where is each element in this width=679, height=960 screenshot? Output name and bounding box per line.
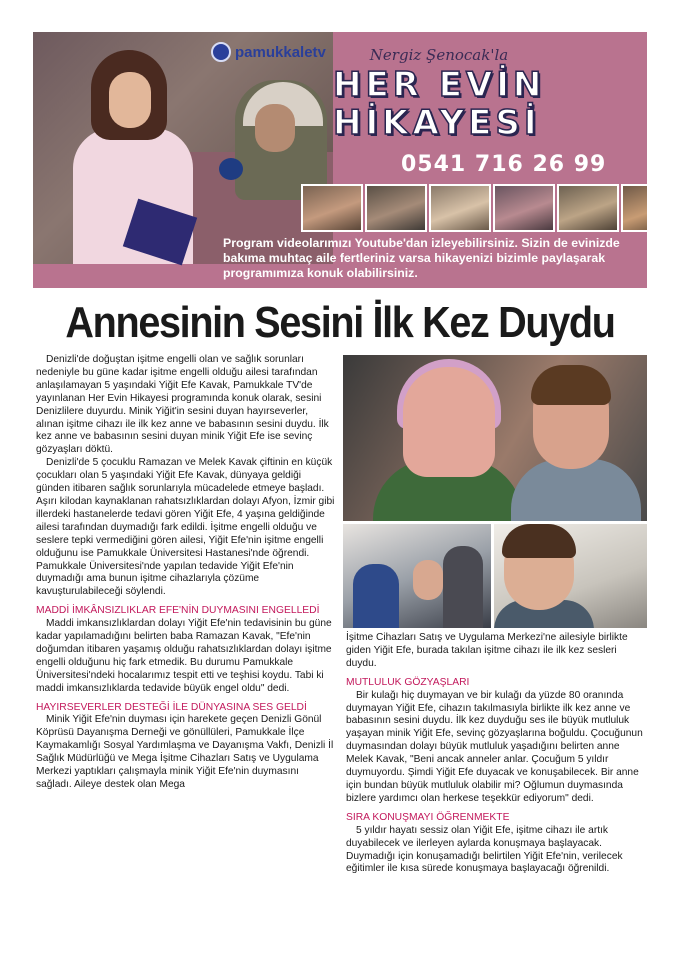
thumbnail	[493, 184, 555, 232]
channel-logo	[211, 42, 326, 62]
photo-child	[494, 524, 647, 628]
paragraph: İşitme Cihazları Satış ve Uygulama Merkezi'ne ailesiyle birlikte giden Yiğit Efe, burada takılan işitme cihazı ile ilk kez sesleri duydu.	[346, 632, 628, 669]
thumbnail	[429, 184, 491, 232]
article-column-left	[36, 354, 336, 792]
paragraph: Maddi imkansızlıklardan dolayı Yiğit Efe'nin tedavisinin bu güne kadar yapılamadığını belirten baba Ramazan Kavak, "Efe'nin doğumdan itibaren yaşamış olduğu rahatsızlıklardan dolayı işitme engelli olduğunu hiç fark etmedik. Bu durumu Pamukkale Üniversitesi'ndeki hocalarımız tespit etti ve teşhisi koydu. Tabi ki maddi imkansızlıklarda tedavide büyük engel oldu" dedi.	[36, 618, 332, 694]
thumbnail	[557, 184, 619, 232]
subheading: SIRA KONUŞMAYI ÖĞRENMEKTE	[346, 811, 510, 823]
banner-note: Program videolarımızı Youtube'dan izleyebilirsiniz. Sizin de evinizde bakıma muhtaç aile fertleriniz varsa hikayenizi bizimle paylaşarak programımıza konuk olabilirsiniz.	[223, 236, 620, 280]
logo-icon	[211, 42, 231, 62]
show-title-line1: HER EVİN	[333, 65, 546, 105]
phone-number: 0541 716 26 99	[401, 152, 607, 177]
photo-studio	[343, 524, 491, 628]
article-column-right	[346, 632, 646, 876]
photo-mother-and-child	[343, 355, 647, 521]
microphone-icon	[219, 158, 243, 180]
show-title	[333, 66, 623, 142]
paragraph: Minik Yiğit Efe'nin duyması için harekete geçen Denizli Gönül Köprüsü Dayanışma Derneği ve gönüllüleri, Pamukkale İlçe Kaymakamlığı Sosyal Yardımlaşma ve Dayanışma Vakfı, Denizli İl Sağlık Müdürlüğü ve Mega İşitme Cihazları Satış ve Uygulama Merkezi yaptıkları çalışmayla minik Yiğit Efe'nin duymasını sağladı. Aileye destek olan Mega	[36, 714, 334, 790]
subheading: MADDİ İMKÂNSIZLIKLAR EFE'NİN DUYMASINI ENGELLEDİ	[36, 605, 320, 617]
subheading: HAYIRSEVERLER DESTEĞİ İLE DÜNYASINA SES GELDİ	[36, 701, 307, 713]
thumbnail	[301, 184, 363, 232]
episode-thumbnails	[301, 184, 647, 232]
paragraph: Denizli'de doğuştan işitme engelli olan ve sağlık sorunları nedeniyle bu güne kadar işitme engelli olduğu ailesi tarafından anlaşılamayan 5 yaşındaki Yiğit Efe Kavak, Pamukkale TV'de yayınlanan Her Evin Hikayesi programında konuk olarak, sesini Denizlilere duyurdu. Minik Yiğit'in sesini duyan hayırseverler, alınan işitme cihazı ile ilk kez anne ve babasının sesini duydu. İlk kez anne ve babasının sesini duyan minik Yiğit Efe ise sevinç gözyaşları döktü.	[36, 354, 329, 456]
channel-suffix: tv	[312, 43, 326, 61]
article-headline: Annesinin Sesini İlk Kez Duydu	[65, 298, 615, 347]
thumbnail	[621, 184, 647, 232]
paragraph: Bir kulağı hiç duymayan ve bir kulağı da yüzde 80 oranında duymayan Yiğit Efe, cihazın takılmasıyla birlikte ilk kez anne ve babasının sesini duydu. İlk kez duyduğu ses ile büyük mutluluk yaşayan minik Yiğit Efe, sevinç gözyaşlarına boğuldu. Çocuğunun duymasından dolayı büyük mutluluk yaşadığını belirten anne Melek Kavak, "Beni ancak anneler anlar. Çocuğum 5 yıldır duymuyordu. Şimdi Yiğit Efe duyacak ve konuşabilecek. Bir anne için bundan büyük mutluluk olabilir mi? Oğlumun duymasında bizlere yardımcı olan herkese teşekkür ediyorum" dedi.	[346, 689, 643, 804]
paragraph: 5 yıldır hayatı sessiz olan Yiğit Efe, işitme cihazı ile artık duyabilecek ve ilerleyen aylarda konuşmaya başlayacak. Duymadığı için konuşamadığı belirtilen Yiğit Efe'nin, verilecek eğitimler ile kısa sürede konuşmaya başlayacağı öğrenildi.	[346, 824, 623, 875]
subheading: MUTLULUK GÖZYAŞLARI	[346, 676, 470, 688]
show-title-line2: HİKAYESİ	[333, 103, 541, 143]
channel-name: pamukkale	[235, 43, 313, 61]
host-name: Nergiz Şenocak'la	[369, 46, 509, 64]
paragraph: Denizli'de 5 çocuklu Ramazan ve Melek Kavak çiftinin en küçük çocukları olan 5 yaşındaki Yiğit Efe Kavak, dünyaya geldiği günden itibaren sağlık sorunlarıyla mücadelede etmeye başladı. Aşırı kilodan kaynaklanan rahatsızlıklardan dolayı Afyon, İzmir gibi illerdeki hastanelerde tedavi gören Yiğit Efe, 4 yaşına geldiğinde ailesi tarafından duymadığı fark edildi. İşitme engelli olduğu ve seslere tepki vermediğini gören ailesi, Yiğit Efe'nin işitme engelli olduğunu ise Pamukkale Üniversitesi Hastanesi'nde öğrendi. Pamukkale Üniversitesi'nde yapılan tedavide Yiğit Efe'nin duymadığı ama bunun işitme cihazlarıyla çözüme kavuşturulabileceği söylendi.	[36, 457, 335, 598]
thumbnail	[365, 184, 427, 232]
banner-photo	[33, 32, 333, 264]
program-banner	[33, 32, 647, 288]
